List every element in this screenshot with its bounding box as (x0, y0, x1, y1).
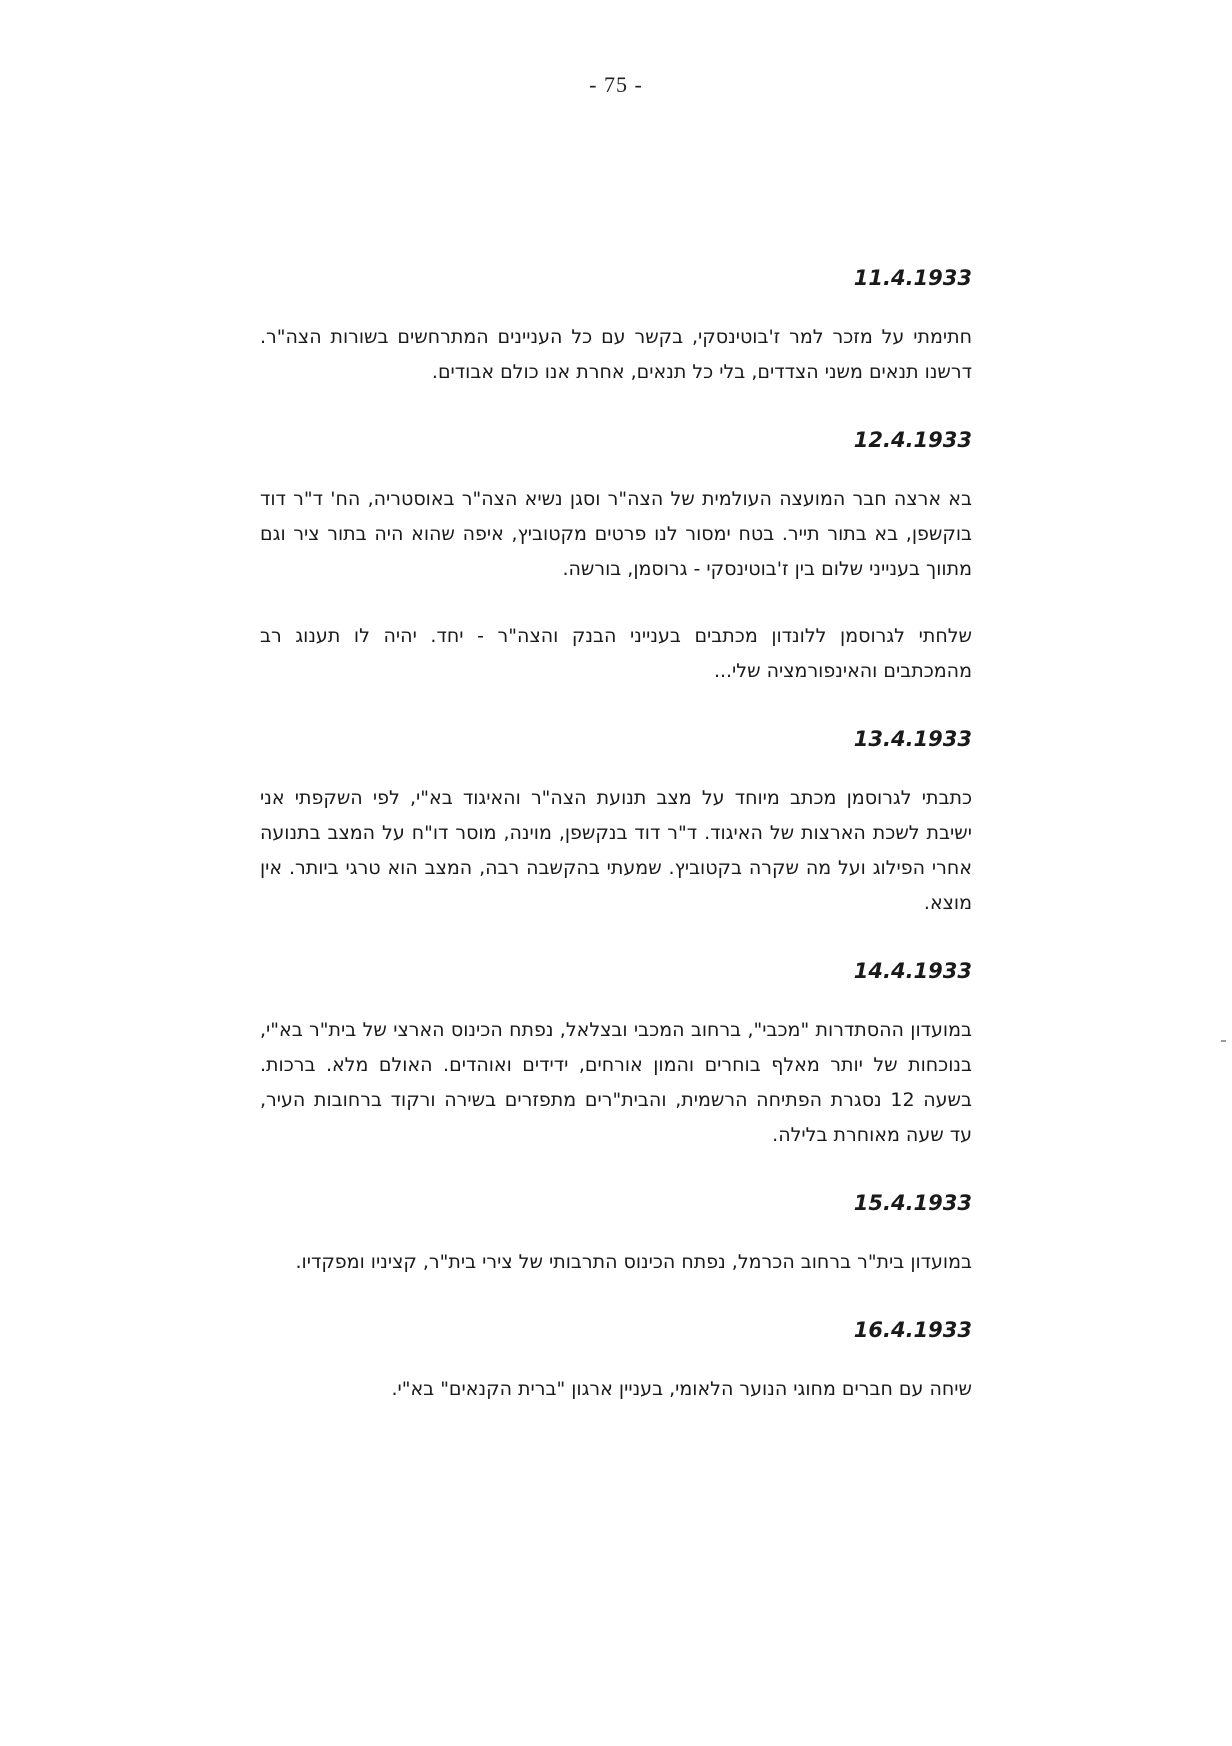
diary-entry (260, 955, 972, 1153)
entry-date: 13.4.1933 (853, 727, 972, 751)
diary-entry (260, 424, 972, 689)
entry-paragraph: שיחה עם חברים מחוגי הנוער הלאומי, בעניין ארגון "ברית הקנאים" בא"י. (391, 1378, 972, 1400)
diary-entry (260, 1187, 972, 1280)
entry-paragraph: כתבתי לגרוסמן מכתב מיוחד על מצב תנועת הצה"ר והאיגוד בא"י, לפי השקפתי אני ישיבת לשכת הארצות של האיגוד. ד"ר דוד בנקשפן, מוינה, מוסר דו"ח על המצב בתנועה אחרי הפילוג ועל מה שקרה בקטוביץ. שמעתי בהקשבה רבה, המצב הוא טרגי ביותר. אין מוצא. (260, 787, 972, 914)
diary-entry (260, 723, 972, 921)
entry-paragraph: חתימתי על מזכר למר ז'בוטינסקי, בקשר עם כל העניינים המתרחשים בשורות הצה"ר. דרשנו תנאים משני הצדדים, בלי כל תנאים, אחרת אנו כולם אבודים. (260, 326, 972, 383)
entry-date: 12.4.1933 (853, 428, 972, 452)
diary-entry (260, 262, 972, 390)
entry-paragraph: שלחתי לגרוסמן ללונדון מכתבים בענייני הבנק והצה"ר - יחד. יהיה לו תענוג רב מהמכתבים והאינפורמציה שלי... (260, 625, 972, 682)
entry-paragraph: בא ארצה חבר המועצה העולמית של הצה"ר וסגן נשיא הצה"ר באוסטריה, הח' ד"ר דוד בוקשפן, בא בתור תייר. בטח ימסור לנו פרטים מקטוביץ, איפה שהוא היה בתור ציר וגם מתווך בענייני שלום בין ז'בוטינסקי - גרוסמן, בורשה. (260, 488, 972, 580)
entry-date: 15.4.1933 (853, 1191, 972, 1215)
page-number: - 75 - (589, 72, 643, 97)
scan-mark (1221, 1040, 1226, 1042)
entry-paragraph: במועדון בית"ר ברחוב הכרמל, נפתח הכינוס התרבותי של צירי בית"ר, קציניו ומפקדיו. (295, 1251, 972, 1273)
diary-entry (260, 1314, 972, 1407)
entry-date: 11.4.1933 (853, 266, 972, 290)
entry-date: 16.4.1933 (853, 1318, 972, 1342)
entry-paragraph: במועדון ההסתדרות "מכבי", ברחוב המכבי ובצלאל, נפתח הכינוס הארצי של בית"ר בא"י, בנוכחות של יותר מאלף בוחרים והמון אורחים, ידידים ואוהדים. האולם מלא. ברכות. בשעה 12 נסגרת הפתיחה הרשמית, והבית"רים מתפזרים בשירה ורקוד ברחובות העיר, עד שעה מאוחרת בלילה. (260, 1019, 972, 1146)
entry-date: 14.4.1933 (853, 959, 972, 983)
diary-content (260, 262, 972, 1407)
